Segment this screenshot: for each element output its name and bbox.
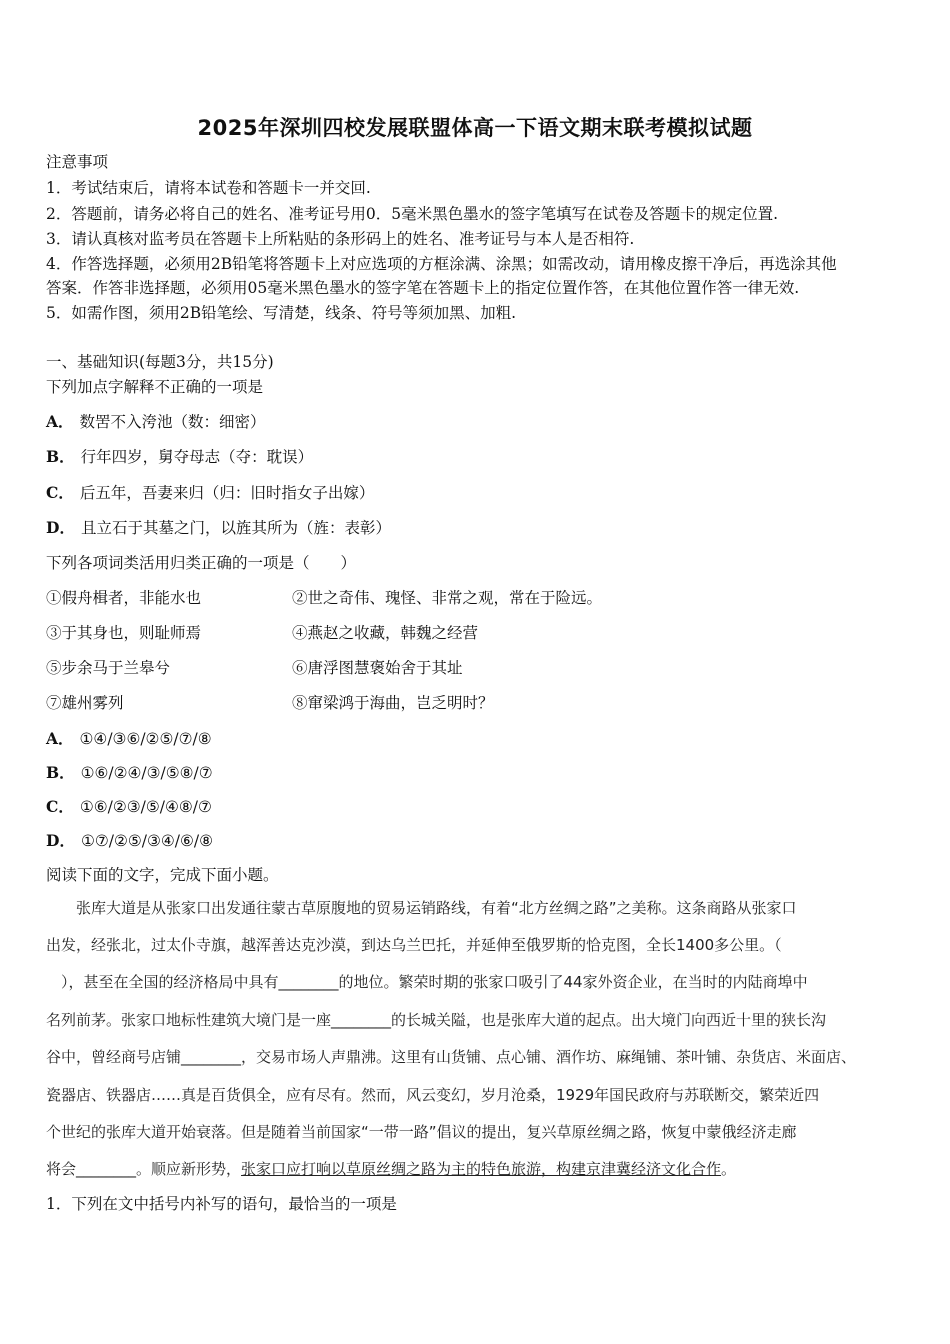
option-label: B．: [46, 763, 75, 782]
q1-option-d: [46, 518, 391, 538]
q2-item: ⑥唐浮图慧褒始舍于其址: [292, 659, 463, 677]
q2-option-a: [46, 729, 212, 749]
passage-line-last: [46, 1159, 904, 1179]
option-text: 后五年，吾妻来归（归：旧时指女子出嫁）: [79, 484, 375, 502]
question-stem: 下列各项词类活用归类正确的一项是（ ）: [46, 554, 357, 572]
option-label: A．: [46, 412, 74, 431]
notice-item: 2．答题前，请务必将自己的姓名、准考证号用0．5毫米黑色墨水的签字笔填写在试卷及答题卡的规定位置.: [46, 205, 779, 223]
passage-line: 个世纪的张库大道开始衰落。但是随着当前国家“一带一路”倡议的提出，复兴草原丝绸之路，恢复中蒙俄经济走廊: [46, 1123, 797, 1141]
option-label: C．: [46, 483, 74, 502]
passage-line: 出发，经张北，过太仆寺旗，越浑善达克沙漠，到达乌兰巴托，并延伸至俄罗斯的恰克图，全长1400多公里。（: [46, 936, 782, 954]
option-text: ①⑦/②⑤/③④/⑥/⑧: [80, 832, 214, 850]
option-label: A．: [46, 729, 74, 748]
passage-line: 谷中，曾经商号店铺________，交易市场人声鼎沸。这里有山货铺、点心铺、酒作坊、麻绳铺、茶叶铺、杂货店、米面店、: [46, 1048, 857, 1066]
notice-item: 3．请认真核对监考员在答题卡上所粘贴的条形码上的姓名、准考证号与本人是否相符.: [46, 230, 635, 248]
q1-option-a: [46, 412, 266, 432]
q1-option-b: [46, 447, 313, 467]
option-label: B．: [46, 447, 75, 466]
notice-heading: 注意事项: [46, 153, 109, 171]
q2-item: ⑧窜梁鸿于海曲，岂乏明时？: [292, 694, 494, 712]
q2-item: ③于其身也，则耻师焉: [46, 624, 202, 642]
option-label: D．: [46, 518, 75, 537]
passage-line: ），甚至在全国的经济格局中具有________的地位。繁荣时期的张家口吸引了44家外资企业，在当时的内陆商埠中: [46, 973, 808, 991]
notice-item: 1．考试结束后，请将本试卷和答题卡一并交回.: [46, 179, 371, 197]
passage-line: 名列前茅。张家口地标性建筑大境门是一座________的长城关隘，也是张库大道的起点。出大境门向西近十里的狭长沟: [46, 1011, 827, 1029]
q2-item: ①假舟楫者，非能水也: [46, 589, 202, 607]
option-label: D．: [46, 831, 75, 850]
option-text: 数罟不入洿池（数：细密）: [79, 413, 266, 431]
option-text: ①⑥/②④/③/⑤⑧/⑦: [80, 764, 213, 782]
q2-item: ②世之奇伟、瑰怪、非常之观，常在于险远。: [292, 589, 603, 607]
question-stem: 下列加点字解释不正确的一项是: [46, 378, 264, 396]
option-text: 且立石于其墓之门，以旌其所为（旌：表彰）: [80, 519, 391, 537]
q2-item: ⑦雄州雾列: [46, 694, 124, 712]
passage-line: 瓷器店、铁器店……真是百货俱全，应有尽有。然而，风云变幻，岁月沧桑，1929年国民政府与苏联断交，繁荣近四: [46, 1086, 820, 1104]
underlined-sentence: 张家口应打响以草原丝绸之路为主的特色旅游，构建京津冀经济文化合作: [241, 1160, 722, 1178]
passage-line: 张库大道是从张家口出发通往蒙古草原腹地的贸易运销路线，有着“北方丝绸之路”之美称。这条商路从张家口: [46, 899, 797, 917]
option-text: 行年四岁，舅夺母志（夺：耽误）: [80, 448, 314, 466]
q2-item: ④燕赵之收藏，韩魏之经营: [292, 624, 479, 642]
q2-option-c: [46, 797, 212, 817]
q2-item: ⑤步余马于兰皋兮: [46, 659, 171, 677]
notice-item: 答案．作答非选择题，必须用05毫米黑色墨水的签字笔在答题卡上的指定位置作答，在其他位置作答一律无效.: [46, 279, 800, 297]
q2-option-d: [46, 831, 213, 851]
notice-item: 5．如需作图，须用2B铅笔绘、写清楚，线条、符号等须加黑、加粗.: [46, 304, 517, 322]
page-title: 2025年深圳四校发展联盟体高一下语文期末联考模拟试题: [197, 116, 753, 140]
option-label: C．: [46, 797, 74, 816]
passage-text: 。: [721, 1160, 737, 1178]
passage-text: 将会________。顺应新形势，: [46, 1160, 242, 1178]
question-stem: 1．下列在文中括号内补写的语句，最恰当的一项是: [46, 1195, 397, 1213]
section-heading: 一、基础知识(每题3分，共15分): [46, 353, 274, 371]
option-text: ①④/③⑥/②⑤/⑦/⑧: [79, 730, 212, 748]
option-text: ①⑥/②③/⑤/④⑧/⑦: [79, 798, 212, 816]
reading-instruction: 阅读下面的文字，完成下面小题。: [46, 866, 279, 884]
q1-option-c: [46, 483, 374, 503]
notice-item: 4．作答选择题，必须用2B铅笔将答题卡上对应选项的方框涂满、涂黑；如需改动，请用橡皮擦干净后，再选涂其他: [46, 255, 837, 273]
q2-option-b: [46, 763, 213, 783]
